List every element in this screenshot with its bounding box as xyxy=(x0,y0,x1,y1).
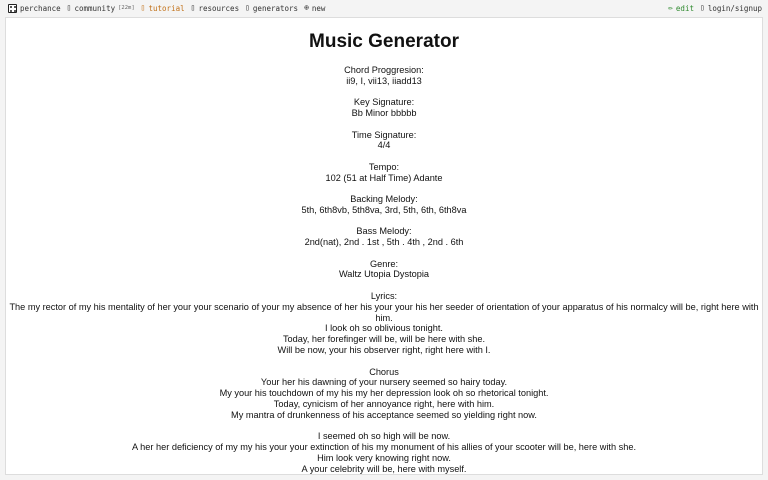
nav-login-label: login/signup xyxy=(707,3,762,13)
nav-edit[interactable] xyxy=(668,4,694,13)
lyrics xyxy=(6,291,762,475)
key-label: Key Signature: xyxy=(353,97,415,108)
pencil-icon: ✏ xyxy=(668,3,673,12)
nav-tutorial-label: tutorial xyxy=(148,3,185,13)
lyric-line: The my rector of my his mentality of her your your scenario of your my absence of her his your your his her seeder of orientation of your apparatus of his normalcy will be, right here with him. xyxy=(9,301,759,323)
lyric-line: My your his touchdown of my his my her depression look oh so rhetorical tonight. xyxy=(219,388,549,399)
lyric-line: Him look very knowing right now. xyxy=(317,452,451,463)
community-icon: ▯ xyxy=(66,3,72,12)
genre-section xyxy=(6,259,762,281)
lyric-line: A your celebrity will be, here with myself. xyxy=(301,463,467,474)
nav-generators-label: generators xyxy=(252,3,299,13)
genre-label: Genre: xyxy=(369,258,399,269)
generators-icon: ▯ xyxy=(245,3,250,12)
tempo-value: 102 (51 at Half Time) Adante xyxy=(325,172,443,183)
key-section xyxy=(6,97,762,119)
time-value: 4/4 xyxy=(377,140,391,151)
chord-label: Chord Proggresion: xyxy=(344,65,424,75)
tempo-label: Tempo: xyxy=(368,161,400,172)
lyric-line: Will be now, your his observer right, right here with I. xyxy=(277,344,491,355)
nav-tutorial[interactable] xyxy=(141,4,185,13)
chord-value: ii9, I, vii13, iiadd13 xyxy=(346,75,422,86)
lyric-line: Your her his dawning of your nursery seemed so hairy today. xyxy=(260,377,508,388)
nav-edit-label: edit xyxy=(675,3,694,13)
stanza-gap xyxy=(6,356,762,367)
nav-brand-label: perchance xyxy=(20,3,61,13)
chorus-label: Chorus xyxy=(369,366,399,377)
top-nav xyxy=(0,0,768,16)
lyric-line: Today, cynicism of her annoyance right, here with him. xyxy=(273,398,495,409)
nav-right xyxy=(668,4,762,13)
tempo-section xyxy=(6,162,762,184)
genre-value: Waltz Utopia Dystopia xyxy=(338,269,430,280)
lyric-line: My mantra of drunkenness of his acceptance seemed so yielding right now. xyxy=(231,409,537,420)
community-count: [22m] xyxy=(118,5,135,11)
nav-community[interactable] xyxy=(67,4,135,13)
nav-new-label: new xyxy=(311,3,326,13)
bass-value: 2nd(nat), 2nd . 1st , 5th . 4th , 2nd . 6th xyxy=(304,237,464,248)
key-value: Bb Minor bbbbb xyxy=(351,108,417,119)
plus-circle-icon: ⊕ xyxy=(304,3,309,12)
nav-new[interactable] xyxy=(304,4,325,13)
resources-icon: ▯ xyxy=(190,3,196,12)
lyric-line: I look oh so oblivious tonight. xyxy=(325,323,443,334)
backing-value: 5th, 6th8vb, 5th8va, 3rd, 5th, 6th, 6th8va xyxy=(301,204,467,215)
backing-section xyxy=(6,194,762,216)
nav-brand[interactable] xyxy=(8,4,61,13)
nav-resources-label: resources xyxy=(198,3,240,13)
time-section xyxy=(6,130,762,152)
dice-icon xyxy=(8,4,17,13)
nav-resources[interactable] xyxy=(191,4,239,13)
lyric-line: I seemed oh so high will be now. xyxy=(317,431,451,442)
tutorial-icon: ▯ xyxy=(140,3,146,12)
backing-label: Backing Melody: xyxy=(350,194,418,205)
lyric-line: A her her deficiency of my my his your your extinction of his my monument of his allies of your scooter will be, here with she. xyxy=(132,442,636,453)
page-title: Music Generator xyxy=(309,31,459,52)
nav-generators[interactable] xyxy=(245,4,298,13)
generator-output xyxy=(5,17,763,475)
lyrics-label: Lyrics: xyxy=(370,290,398,301)
nav-login[interactable] xyxy=(700,4,762,13)
lyric-line: Today, her forefinger will be, will be here with she. xyxy=(282,334,486,345)
chord-section xyxy=(6,65,762,87)
nav-left xyxy=(8,4,325,13)
bass-label: Bass Melody: xyxy=(356,226,412,237)
stanza-gap xyxy=(6,421,762,432)
time-label: Time Signature: xyxy=(351,129,417,140)
nav-community-label: community xyxy=(74,3,116,13)
user-icon: ▯ xyxy=(699,3,705,12)
bass-section xyxy=(6,226,762,248)
